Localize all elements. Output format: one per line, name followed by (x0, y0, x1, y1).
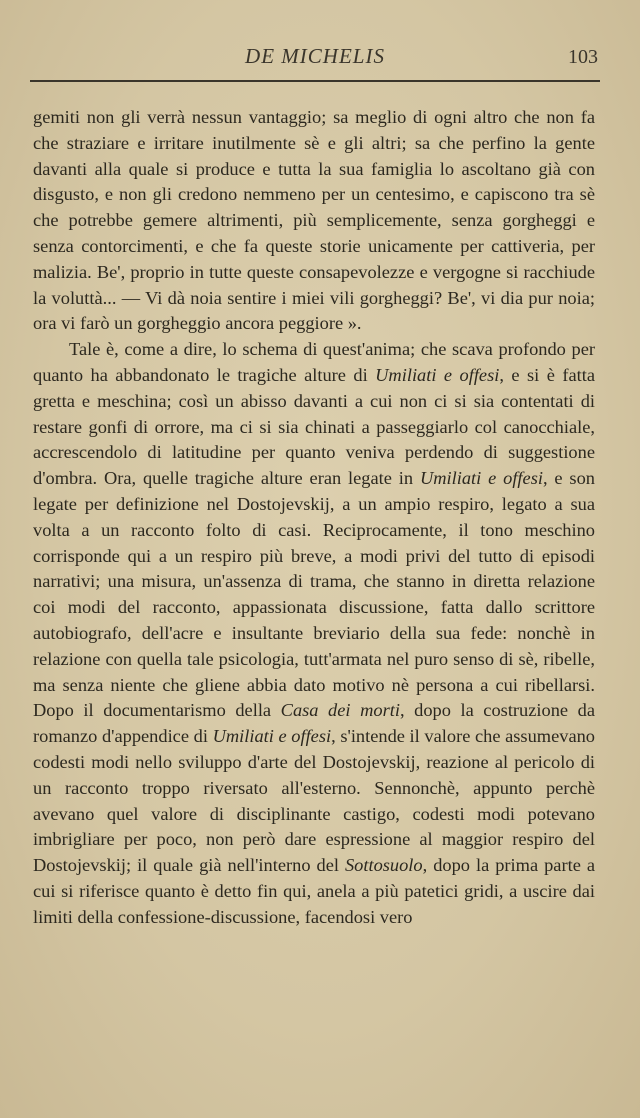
book-title: Casa dei morti (280, 700, 400, 721)
text-run: , e son legate per definizione nel Dostojevskij, a un ampio respiro, legato a sua volta a un racconto folto di casi. Reciprocamente, il tono meschino corrisponde qui a un respiro più breve, a modi privi del tutto di episodi narrativi; una misura, un'assenza di trama, che stanno in diretta relazione coi modi del racconto, appassionata discussione, fatta dallo scrittore autobiografo, dell'acre e insultante breviario della sua fede: nonchè in relazione con quella tale psicologia, tutt'armata nel puro senso di sè, ribelle, ma senza niente che gliene abbia dato motivo nè persona a cui ribellarsi. Dopo il documentarismo della (33, 468, 595, 721)
text-run: , dopo la prima parte a cui si riferisce quanto è detto fin qui, anela a più patetici gridi, a uscire dai limiti della confessione-discussione, facendosi vero (33, 855, 596, 927)
text-run: , s'intende il valore che assumevano codesti modi nello sviluppo d'arte del Dostojevskij, reazione al pericolo di un racconto troppo riversato all'esterno. Sennonchè, appunto perchè avevano quel valore di disciplinante castigo, codesti modi potevano imbrigliare per poco, non però dare espressione al maggior respiro del Dostojevskij; il quale già nell'interno del (33, 726, 595, 876)
paragraph: gemiti non gli verrà nessun vantaggio; sa meglio di ogni altro che non fa che straziare e irritare inutilmente sè e gli altri; sa che perfino la gente davanti alla quale si produce e tutta la sua famiglia lo ascoltano già con disgusto, e non gli credono nemmeno per un centesimo, e capiscono tra sè che potrebbe gemere altrimenti, più semplicemente, senza gorgheggi e senza contorcimenti, e che fa queste storie unicamente per cattiveria, per malizia. Be', proprio in tutte queste consapevolezze e vergogne si racchiude la voluttà... — Vi dà noia sentire i miei vili gorgheggi? Be', vi dia pur noia; ora vi farò un gorgheggio ancora peggiore ». (33, 107, 595, 334)
text-run: Tale è, come a dire, lo schema di quest'anima; che scava profondo per quanto ha abbandonato le tragiche alture di (33, 339, 595, 385)
book-title: Umiliati e offesi (212, 726, 332, 747)
running-head: DE MICHELIS (245, 44, 385, 68)
text-run: , e si è fatta gretta e meschina; così un abisso davanti a cui non ci si sia contentati di restare gonfi di orrore, ma ci si sia chinati a passeggiarlo col canocchiale, accrescendolo di latitudine per quanto veniva perdendo di suggestione d'ombra. Ora, quelle tragiche alture eran legate in (33, 364, 595, 489)
text-run: , dopo la costruzione da romanzo d'appendice di (33, 700, 595, 747)
header-rule (30, 80, 600, 82)
paragraph (33, 337, 595, 930)
body-text (33, 105, 595, 931)
book-title: Umiliati e offesi (375, 364, 500, 385)
page-header (30, 44, 600, 74)
page-number: 103 (568, 46, 598, 68)
book-title: Umiliati e offesi (419, 468, 543, 489)
book-title: Sottosuolo (344, 855, 423, 876)
